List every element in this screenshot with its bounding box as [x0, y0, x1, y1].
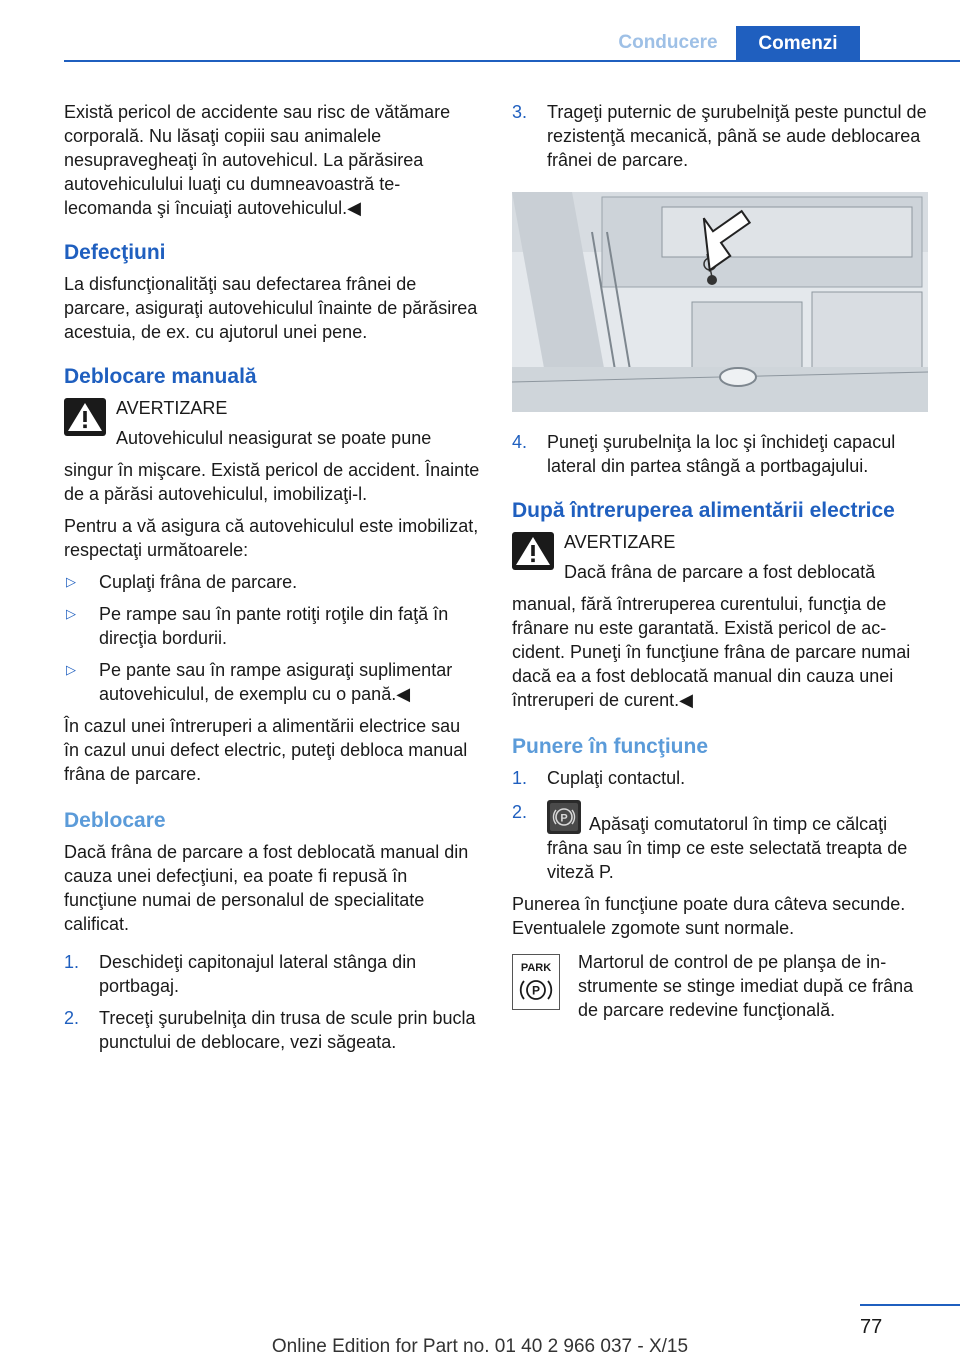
list-item-text: Cuplaţi frâna de parcare. [99, 572, 298, 592]
paragraph-punere: Punerea în funcţiune poate dura câteva secunde. Eventualele zgomote sunt normale. [512, 894, 906, 938]
step-text: Cuplaţi contactul. [547, 768, 686, 788]
warning-icon [64, 398, 106, 436]
heading-deblocare-manuala: Deblocare manuală [64, 365, 257, 388]
heading-punere: Punere în funcţiune [512, 735, 709, 758]
step-text: Treceţi şurubelniţa din trusa de scule prin bucla punctului de deblocare, vezi săgeata. [99, 1008, 476, 1052]
bullet-triangle-icon: ▷ [66, 662, 76, 677]
warning-first-line: Dacă frâna de parcare a fost deblocată [564, 562, 876, 582]
list-item [64, 570, 480, 594]
list-item [64, 658, 480, 706]
bullet-triangle-icon: ▷ [66, 606, 76, 621]
step-number: 4. [512, 432, 528, 452]
step-number: 2. [64, 1008, 80, 1028]
tab-active[interactable]: Comenzi [736, 26, 860, 62]
warning-first-line: Autovehiculul neasigurat se poate pune [116, 428, 432, 448]
list-item [64, 602, 480, 650]
heading-defectiuni: Defecţiuni [64, 241, 166, 264]
warning-text: manual, fără întreruperea curentului, funcţia de frânare nu este garantată. Există pericol de accident. Puneţi în funcţiune frâna de parcare numai dacă ea a fost deblocată manual din cauza unei întreruperi de curent.◀ [512, 594, 911, 710]
tab-section[interactable]: Conducere [618, 32, 718, 53]
heading-deblocare: Deblocare [64, 809, 166, 832]
edition-footer: Online Edition for Part no. 01 40 2 966 037 - X/15 [271, 1336, 689, 1357]
warning-title: AVERTIZARE [116, 398, 228, 418]
bullet-triangle-icon: ▷ [66, 574, 76, 589]
step-2 [512, 800, 928, 884]
step-1 [512, 766, 928, 790]
list-item-text: Pe pante sau în rampe asiguraţi suplimentar autovehiculul, de exemplu cu o pană.◀ [99, 660, 453, 704]
paragraph-martor: Martorul de control de pe planşa de instrumente se stinge imediat după ce frâna de parcare redevine funcţională. [578, 952, 914, 1020]
park-warning-light-icon [512, 954, 560, 1010]
warning-block [64, 396, 480, 450]
paragraph-intrerupere: În cazul unei întreruperi a alimentării electrice sau în cazul unui defect electric, puteţi debloca manual frâna de parcare. [64, 716, 468, 784]
right-column [512, 100, 928, 1030]
list-item-text: Pe rampe sau în pante rotiţi roţile din faţă în direcţia bordurii. [99, 604, 449, 648]
step-text: Apăsaţi comutatorul în timp ce călcaţi frâna sau în timp ce este selectată treapta de viteză P. [547, 814, 908, 882]
warning-title: AVERTIZARE [564, 532, 676, 552]
page-number: 77 [860, 1316, 883, 1338]
parking-brake-button-icon [547, 800, 581, 834]
park-indicator-note [512, 950, 928, 1022]
step-text: Trageţi puternic de şurubelniţă peste punctul de rezistenţă mecanică, până se aude deblocarea frânei de parcare. [547, 102, 927, 170]
footer-rule [860, 1304, 960, 1306]
step-number: 3. [512, 102, 528, 122]
step-number: 1. [64, 952, 80, 972]
svg-text:P: P [560, 812, 568, 825]
park-label: PARK [520, 962, 552, 974]
step-2 [64, 1006, 480, 1054]
svg-text:P: P [531, 983, 541, 998]
step-number: 1. [512, 768, 528, 788]
paragraph-asigura: Pentru a vă asigura că autovehiculul este imobilizat, respectaţi următoarele: [64, 516, 479, 560]
step-text: Puneţi şurubelniţa la loc şi închideţi capacul lateral din partea stângă a portbagajului. [547, 432, 896, 476]
warning-block [512, 530, 928, 584]
trunk-release-photo [512, 192, 928, 412]
warning-text: singur în mişcare. Există pericol de accident. Înainte de a părăsi autovehiculul, imobilizaţi-l. [64, 460, 480, 504]
step-1 [64, 950, 480, 998]
warning-icon [512, 532, 554, 570]
step-3 [512, 100, 928, 172]
heading-dupa-intrerupere: După întreruperea alimentării electrice [512, 499, 895, 522]
step-number: 2. [512, 802, 528, 822]
intro-paragraph: Există pericol de accidente sau risc de vătămare corporală. Nu lăsaţi copiii sau animalele nesupravegheaţi în autovehicul. La părăsirea autovehiculului luaţi cu dumneavoastră telecomanda şi încuiaţi autovehiculul.◀ [64, 102, 451, 218]
step-text: Deschideţi capitonajul lateral stânga din portbagaj. [99, 952, 417, 996]
step-4 [512, 430, 928, 478]
paragraph-defectiuni: La disfuncţionalităţi sau defectarea frânei de parcare, asiguraţi autovehiculul înainte de părăsirea acestuia, de ex. cu ajutorul unei pene. [64, 274, 478, 342]
paragraph-deblocare: Dacă frâna de parcare a fost deblocată manual din cauza unei defecţiuni, ea poate fi repusă în funcţiune numai de personalul de specialitate calificat. [64, 842, 469, 934]
left-column [64, 100, 480, 1062]
